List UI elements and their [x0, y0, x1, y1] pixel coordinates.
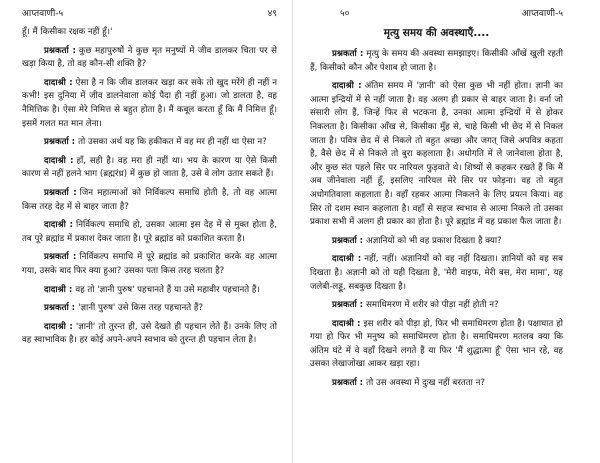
- speaker-label: दादाश्री :: [332, 318, 361, 329]
- paragraph: [310, 253, 563, 294]
- paragraph-text: मृत्यु के समय की अवस्था समझाइए। किसीकी आँखें खुली रहती हैं, किसीको कौन और पेशाब हो जाता है।: [310, 49, 563, 73]
- right-page-number: ५०: [340, 9, 350, 19]
- speaker-label: दादाश्री :: [44, 220, 74, 231]
- paragraph: [310, 48, 563, 75]
- right-page-body: [310, 48, 563, 391]
- speaker-label: दादाश्री :: [44, 321, 73, 332]
- left-page-body: [22, 26, 277, 348]
- paragraph-text: निर्विकल्प समाधि हो, उसका आत्मा इस देह में से मुक्त होता है, तब पूरे ब्रह्मांड में प्रकाश देकर जाता है। पूरे ब्रह्मांड को प्रकाशित करता है।: [22, 220, 277, 244]
- speaker-label: प्रश्नकर्ता :: [332, 49, 364, 59]
- speaker-label: प्रश्नकर्ता :: [44, 252, 77, 263]
- left-running-title: आप्तवाणी-५: [22, 9, 64, 19]
- paragraph-text: अंतिम समय में 'ज्ञानी' को ऐसा कुछ भी नहीं होता। ज्ञानी का आत्मा इन्द्रियों में से नहीं जाता है। वह अलग ही प्रकार से बाहर जाता है। वर्ना जो संसारी लोग हैं, जिन्हें फिर से भटकना है, उनका आत्मा इन्द्रियों में से होकर निकलता है। किसीका आँख से, किसीका मुँह से, चाहे किसी भी छेद में से निकल जाता है। पवित्र छेद में से निकले तो बहुत अच्छा और जगत् जिसे अपवित्र कहता है, वैसे छेद में से निकले तो बुरा कहलाता है। अधोगति में ले जानेवाला होता है, और कुछ संत पहले सिर पर नारियल फुड़वाते थे। शिष्यों से कहकर रखते हैं कि मैं अब जीनेवाला नहीं हूँ, इसलिए नारियल मेरे सिर पर फोड़ना। वह तो बहुत अधोगतिवाला कहलाता है। वहाँ रहकर आत्मा निकलने के लिए प्रयत्न किया। वह सिर तो दशम स्थान कहलाता है। वहाँ से सहज स्वभाव से आत्मा निकले तो उसका प्रकाश सभी में अलग ही प्रकार का होता है। पूरे ब्रह्मांड में वह प्रकाश फैल जाता है।: [310, 81, 563, 228]
- speaker-label: प्रश्नकर्ता :: [44, 45, 76, 56]
- paragraph-text: जिन महात्माओं को निर्विकल्प समाधि होती है, तो वह आत्मा किस तरह देह में से बाहर जाता है?: [22, 187, 277, 212]
- paragraph: [22, 219, 277, 246]
- paragraph-text: अज्ञानियों को भी वह प्रकाश दिखता है क्या?: [366, 235, 502, 246]
- paragraph-text: इस शरीर को पीड़ा हो, फिर भी समाधिमरण होता है। पक्षाघात हो गया हो फिर भी मनुष्य को समाधिमरण होता है। समाधिमरण मतलब क्या कि अंतिम घंटे में वे वहाँ दिखने लगते हैं या फिर 'मैं शुद्धात्मा हूँ' ऐसा भान रहे, वह उसका लेखाजोखा आकर खड़ा रहा।: [310, 318, 563, 370]
- paragraph: [22, 26, 277, 40]
- speaker-label: प्रश्नकर्ता :: [332, 378, 364, 389]
- right-running-title: आप्तवाणी-५: [521, 9, 563, 19]
- paragraph: [22, 321, 277, 348]
- speaker-label: दादाश्री :: [44, 155, 74, 166]
- left-page-number: ४९: [267, 9, 277, 19]
- speaker-label: दादाश्री :: [44, 77, 73, 88]
- paragraph-text: तो उसका अर्थ यह कि हकीकत में वह मर ही नहीं था ऐसा न?: [78, 137, 267, 148]
- paragraph: [22, 77, 277, 131]
- speaker-label: प्रश्नकर्ता :: [44, 187, 77, 198]
- paragraph: [22, 251, 277, 278]
- paragraph-text: निर्विकल्प समाधि में पूरे ब्रह्मांड को प्रकाशित करके वह आत्मा गया, उसके बाद फिर क्या हुआ? उसका पता किस तरह चलता है?: [22, 252, 277, 276]
- paragraph-text: वह तो 'ज्ञानी पुरुष' पहचानते हैं या उसे महावीर पहचानते हैं।: [75, 284, 260, 295]
- paragraph: [310, 235, 563, 249]
- speaker-label: प्रश्नकर्ता :: [44, 137, 76, 148]
- paragraph-text: हूँ। मैं किसीका रक्षक नहीं हूँ।': [22, 27, 113, 37]
- speaker-label: दादाश्री :: [44, 284, 73, 295]
- paragraph: [22, 187, 277, 214]
- left-page: [0, 0, 285, 463]
- paragraph: [22, 155, 277, 182]
- paragraph-text: नहीं, नहीं। अज्ञानियों को वह नहीं दिखता। ज्ञानियों को वह सब दिखता है। अज्ञानी को तो यही दिखता है, 'मेरी वाइफ, मेरी बस, मेरा मामा', यह जलेबी-लड्डू, सबकुछ दिखता है।: [310, 254, 563, 292]
- paragraph-text: तो उस अवस्था में दुःख नहीं बरतता न?: [366, 378, 485, 389]
- speaker-label: दादाश्री :: [332, 81, 362, 92]
- speaker-label: दादाश्री :: [332, 254, 362, 265]
- paragraph-text: ऐसा है न कि जीव डालकर खड़ा कर सके तो खुद मरेंगे ही नहीं न कभी! इस दुनिया में जीव डालनेवाला कोई पैदा ही नहीं हुआ। जो डालता है, वह नैमित्तिक है। ऐसा मेरे निमित्त से बहुत होता है। मैं कबूल करता हूँ कि मैं निमित्त हूँ। इसमें गलत मत मान लेना।: [22, 77, 277, 129]
- paragraph-text: कुछ महापुरुषों ने कुछ मृत मनुष्यों में जीव डालकर चिता पर से खड़ा किया है, तो वह कौन-सी शक्ति है?: [22, 45, 277, 70]
- paragraph-text: 'ज्ञानी पुरुष' उसे किस तरह पहचानते हैं?: [78, 303, 204, 314]
- speaker-label: प्रश्नकर्ता :: [44, 303, 76, 314]
- paragraph: [22, 284, 277, 298]
- paragraph-text: समाधिमरण में शरीर को पीड़ा नहीं होती न?: [366, 300, 499, 311]
- paragraph-text: 'ज्ञानी' तो तुरन्त ही, उसे देखते ही पहचान लेते हैं। उनके लिए तो वह स्वाभाविक है। हर कोई अपने-अपने स्वभाव को तुरन्त ही पहचान लेता है।: [22, 321, 277, 346]
- paragraph: [22, 302, 277, 316]
- paragraph: [310, 80, 563, 230]
- paragraph: [310, 299, 563, 313]
- page-gutter: [292, 0, 293, 463]
- paragraph: [22, 45, 277, 72]
- paragraph: [310, 318, 563, 372]
- paragraph: [310, 377, 563, 391]
- paragraph: [22, 136, 277, 150]
- paragraph-text: हाँ, सही है। वह मरा ही नहीं था। भय के कारण या ऐसे किसी कारण से नहीं हलने भाग (ब्रह्मरंध्र) में कुछ हो जाता है, उसे वे लोग उतार सकते हैं।: [22, 155, 277, 180]
- chapter-title: मृत्यु समय की अवस्थाएँ....: [383, 27, 490, 39]
- left-running-head: [22, 8, 277, 20]
- speaker-label: प्रश्नकर्ता :: [332, 300, 364, 311]
- speaker-label: प्रश्नकर्ता :: [332, 235, 364, 246]
- right-page: [300, 0, 585, 463]
- right-running-head: [310, 8, 563, 20]
